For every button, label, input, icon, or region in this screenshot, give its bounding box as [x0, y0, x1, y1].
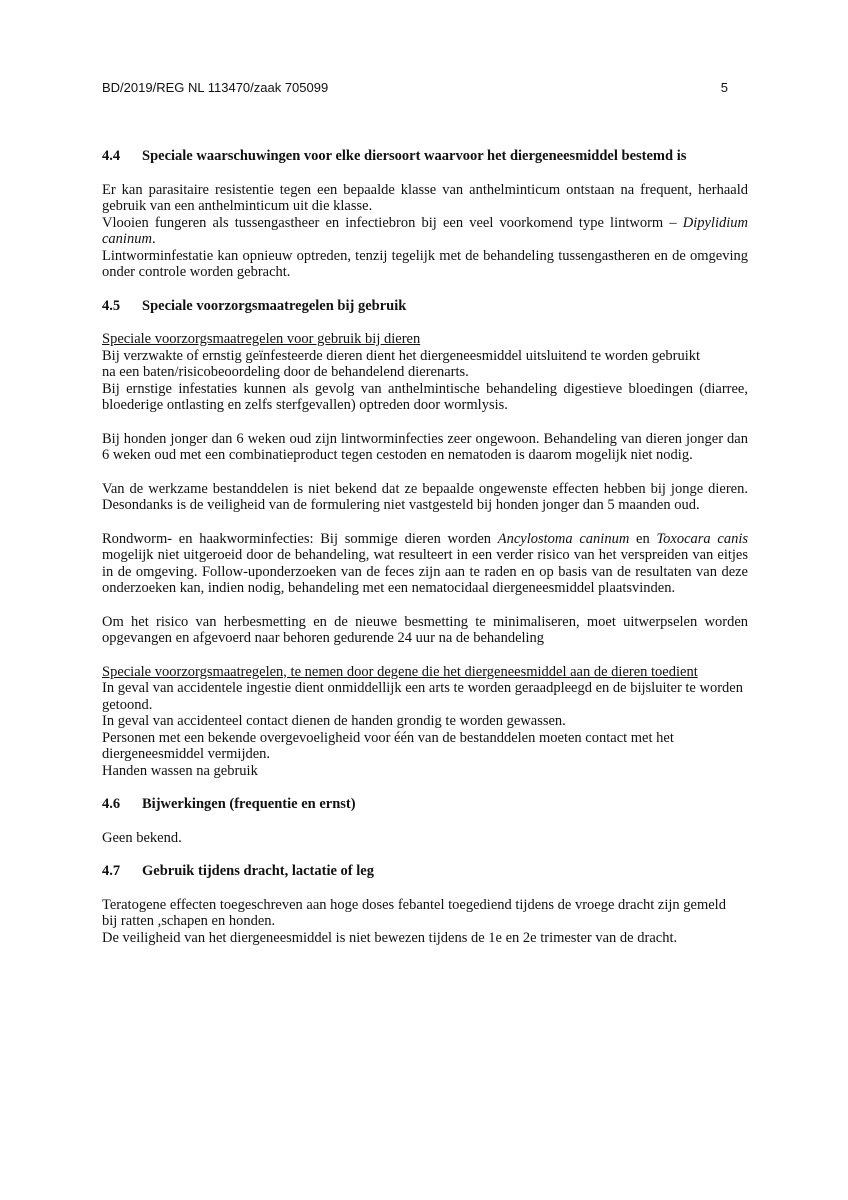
- paragraph-text: .: [151, 231, 156, 247]
- paragraph: Geen bekend.: [102, 829, 182, 846]
- section-title: Speciale waarschuwingen voor elke diersoort waarvoor het diergeneesmiddel bestemd is: [142, 148, 687, 164]
- paragraph: Bij verzwakte of ernstig geïnfesteerde dieren dient het diergeneesmiddel uitsluitend te worden gebruikt na een baten/risicobeoordeling door de behandelend dierenarts.: [102, 347, 701, 380]
- subheading: Speciale voorzorgsmaatregelen, te nemen door degene die het diergeneesmiddel aan de dieren toedient: [102, 663, 698, 680]
- section-number: 4.7: [102, 863, 121, 879]
- paragraph: Bij ernstige infestaties kunnen als gevolg van anthelmintische behandeling digestieve bloedingen (diarree, bloederige ontlasting en zelfs sterfgevallen) optreden door wormlysis.: [102, 380, 748, 413]
- section-title: Speciale voorzorgsmaatregelen bij gebruik: [142, 297, 407, 314]
- section-number: 4.5: [102, 297, 121, 314]
- page-number: 5: [720, 80, 728, 95]
- paragraph: Van de werkzame bestanddelen is niet bekend dat ze bepaalde ongewenste effecten hebben bij jonge dieren. Desondanks is de veiligheid van de formulering niet vastgesteld bij honden jonger dan 5 maanden oud.: [102, 480, 748, 513]
- section-number: 4.4: [102, 148, 121, 164]
- paragraph: In geval van accidenteel contact dienen de handen grondig te worden gewassen.: [102, 713, 566, 729]
- species-name: Dipylidium caninum: [102, 214, 748, 247]
- subheading: Speciale voorzorgsmaatregelen voor gebruik bij dieren: [102, 331, 421, 347]
- paragraph-text: en: [629, 530, 657, 547]
- section-title: Gebruik tijdens dracht, lactatie of leg: [142, 863, 374, 879]
- paragraph: In geval van accidentele ingestie dient onmiddellijk een arts te worden geraadpleegd en de bijsluiter te worden getoond.: [102, 680, 743, 713]
- paragraph-text: Rondworm- en haakworminfecties: Bij sommige dieren worden: [102, 530, 498, 547]
- section-title: Bijwerkingen (frequentie en ernst): [142, 796, 356, 812]
- species-name: Toxocara canis: [656, 530, 749, 547]
- paragraph: Om het risico van herbesmetting en de nieuwe besmetting te minimaliseren, moet uitwerpselen worden opgevangen en afgevoerd naar behoren gedurende 24 uur na de behandeling: [102, 613, 748, 646]
- section-heading-4-4: [102, 148, 748, 165]
- document-body: [102, 148, 748, 946]
- paragraph-text: mogelijk niet uitgeroeid door de behandeling, wat resulteert in een verder risico van het verspreiden van eitjes in de omgeving. Follow-uponderzoeken van de feces zijn aan te raden en op basis van de resultaten van deze onderzoeken kan, indien nodig, behandeling met een nematocidaal diergeneesmiddel plaatsvinden.: [102, 547, 748, 596]
- paragraph: Er kan parasitaire resistentie tegen een bepaalde klasse van anthelminticum ontstaan na frequent, herhaald gebruik van een anthelminticum uit die klasse.: [102, 181, 748, 214]
- paragraph: Handen wassen na gebruik: [102, 762, 258, 779]
- paragraph: [102, 215, 748, 248]
- species-name: Ancylostoma caninum: [497, 530, 630, 547]
- section-heading-4-7: [102, 863, 748, 880]
- paragraph: Teratogene effecten toegeschreven aan hoge doses febantel toegediend tijdens de vroege dracht zijn gemeld bij ratten ,schapen en honden.: [102, 896, 726, 929]
- section-number: 4.6: [102, 796, 121, 812]
- paragraph: Personen met een bekende overgevoeligheid voor één van de bestanddelen moeten contact met het diergeneesmiddel vermijden.: [102, 729, 674, 762]
- paragraph-text: Vlooien fungeren als tussengastheer en infectiebron bij een veel voorkomend type lintworm –: [102, 214, 683, 231]
- paragraph: Bij honden jonger dan 6 weken oud zijn lintworminfecties zeer ongewoon. Behandeling van dieren jonger dan 6 weken oud met een combinatieproduct tegen cestoden en nematoden is daarom mogelijk niet nodig.: [102, 430, 748, 463]
- section-heading-4-5: [102, 298, 748, 315]
- paragraph: [102, 531, 748, 597]
- section-heading-4-6: [102, 796, 748, 813]
- paragraph: Lintworminfestatie kan opnieuw optreden, tenzij tegelijk met de behandeling tussengastheren en de omgeving onder controle worden gebracht.: [102, 247, 748, 280]
- paragraph: De veiligheid van het diergeneesmiddel is niet bewezen tijdens de 1e en 2e trimester van de dracht.: [102, 929, 678, 946]
- document-reference: BD/2019/REG NL 113470/zaak 705099: [102, 80, 329, 95]
